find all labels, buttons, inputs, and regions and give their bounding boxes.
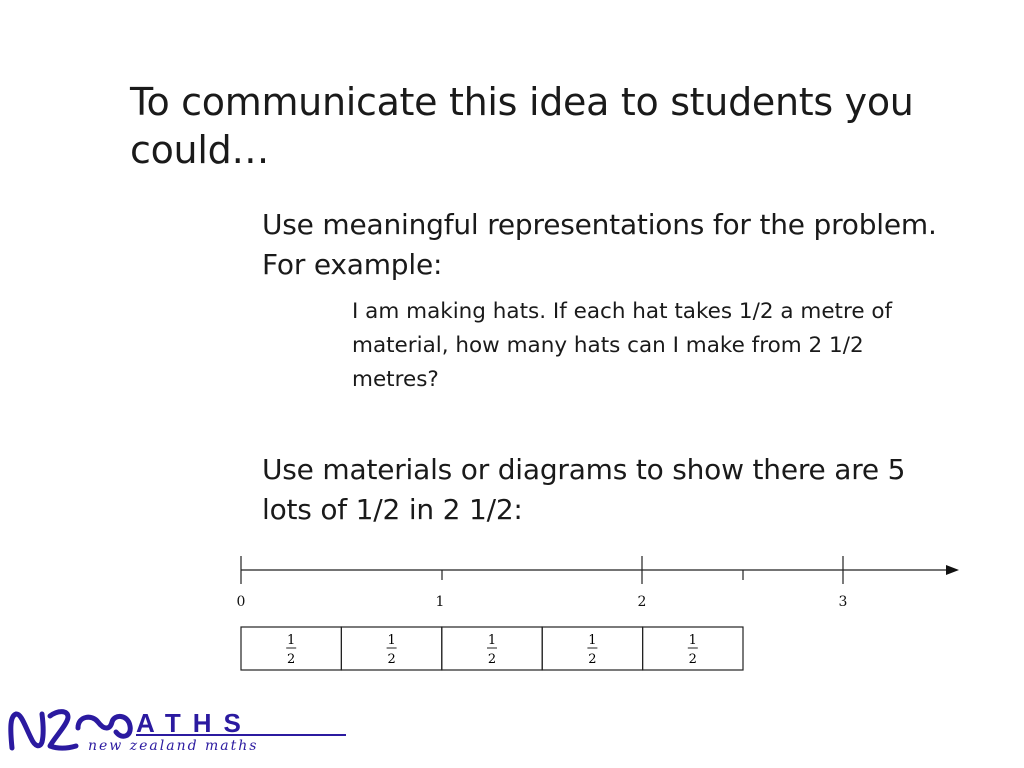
half-piece-1 [241, 627, 341, 670]
fraction-numerator: 1 [487, 633, 497, 648]
fraction-denominator: 2 [287, 652, 296, 667]
fraction-numerator: 1 [688, 633, 697, 648]
slide-title: To communicate this idea to students you could… [130, 80, 914, 172]
logo-m-shape [78, 716, 130, 736]
tick-label-2: 2 [637, 594, 647, 610]
fraction-denominator: 2 [688, 652, 697, 667]
logo-tagline: new zealand maths [88, 738, 259, 754]
half-piece-5 [643, 627, 743, 670]
half-piece-3 [442, 627, 542, 670]
tick-label-3: 3 [838, 594, 848, 610]
logo-n-shape [11, 714, 43, 748]
fraction-numerator: 1 [588, 633, 597, 648]
number-line-diagram [228, 548, 968, 678]
fraction-denominator: 2 [387, 652, 396, 667]
example-problem: I am making hats. If each hat takes 1/2 a metre of material, how many hats can I make from 2 1/2 metres? [352, 299, 893, 392]
tick-label-1: 1 [435, 594, 445, 610]
fraction-numerator: 1 [387, 633, 396, 648]
half-piece-2 [341, 627, 441, 670]
logo-z-shape [50, 712, 76, 749]
fraction-denominator: 2 [588, 652, 597, 667]
logo-aths-text: ATHS [136, 708, 253, 738]
fraction-denominator: 2 [487, 652, 497, 667]
half-piece-4 [542, 627, 642, 670]
number-line-arrowhead [946, 565, 959, 575]
bullet-representations: Use meaningful representations for the problem. For example: [262, 208, 937, 281]
nzmaths-logo [6, 704, 351, 756]
fraction-numerator: 1 [287, 633, 296, 648]
tick-label-0: 0 [236, 594, 246, 610]
bullet-materials: Use materials or diagrams to show there are 5 lots of 1/2 in 2 1/2: [262, 453, 906, 526]
halves-strip [241, 627, 743, 670]
